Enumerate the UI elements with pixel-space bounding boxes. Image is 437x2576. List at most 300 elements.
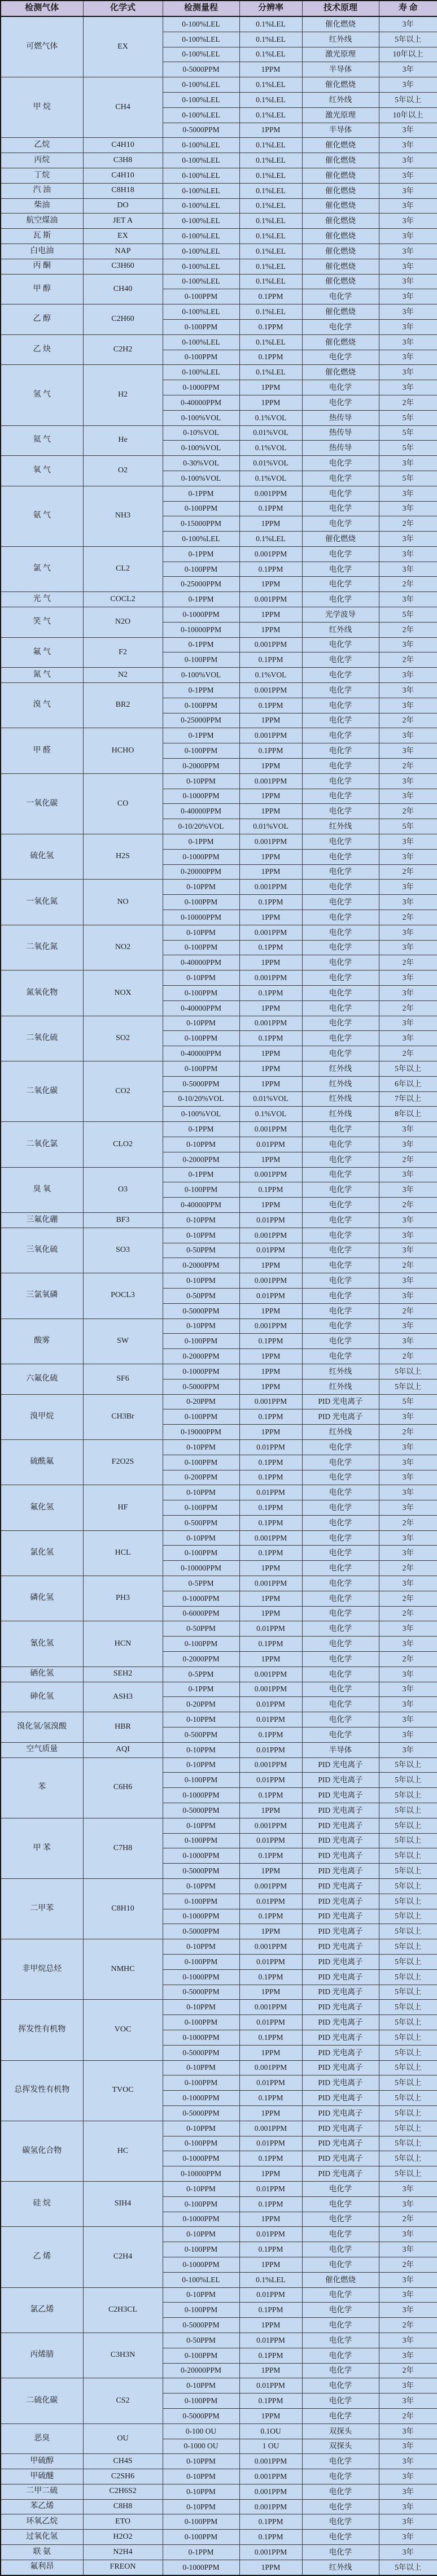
range-cell: 0-1PPM [163,2545,239,2560]
chemical-formula-cell: NOX [83,971,163,1016]
principle-cell: PID 光电离子 [302,1924,379,1939]
range-cell: 0-10PPM [163,1879,239,1894]
resolution-cell: 0.01PPM [239,1621,302,1637]
resolution-cell: 0.1PPM [239,1728,302,1743]
gas-name-cell: 可燃气体 [1,16,83,77]
principle-cell: 电化学 [302,1000,379,1016]
lifespan-cell: 2年 [379,577,437,592]
range-cell: 0-1000PPM [163,1969,239,1985]
resolution-cell: 1PPM [239,1198,302,1213]
lifespan-cell: 3年 [379,1621,437,1637]
gas-name-cell: 汽 油 [1,183,83,198]
table-row [1,1757,437,1773]
resolution-cell: 1PPM [239,1364,302,1379]
chemical-formula-cell: VOC [83,2000,163,2060]
table-row [1,198,437,214]
resolution-cell: 0.001PPM [239,971,302,986]
table-row [1,2333,437,2348]
principle-cell: 电化学 [302,1591,379,1606]
lifespan-cell: 3年 [379,637,437,652]
resolution-cell: 1PPM [239,2105,302,2121]
chemical-formula-cell: SEH2 [83,1666,163,1682]
chemical-formula-cell: SO2 [83,1016,163,1061]
gas-name-cell: 航空煤油 [1,214,83,229]
principle-cell: 电化学 [302,1016,379,1031]
resolution-cell: 1PPM [239,804,302,819]
lifespan-cell: 3年 [379,1697,437,1712]
lifespan-cell: 5年以上 [379,1909,437,1924]
range-cell: 0-100%LEL [163,92,239,107]
principle-cell: 红外线 [302,1364,379,1379]
lifespan-cell: 3年 [379,1334,437,1349]
range-cell: 0-10000PPM [163,1561,239,1576]
range-cell: 0-1PPM [163,683,239,698]
range-cell: 0-1000PPM [163,1591,239,1606]
table-row [1,1212,437,1228]
principle-cell: 电化学 [302,1273,379,1289]
lifespan-cell: 3年 [379,1182,437,1198]
table-row [1,2227,437,2242]
chemical-formula-cell: N2 [83,668,163,683]
range-cell: 0-100%VOL [163,410,239,425]
chemical-formula-cell: C8H8 [83,2499,163,2514]
lifespan-cell: 2年 [379,2257,437,2272]
range-cell: 0-500PPM [163,1515,239,1530]
resolution-cell: 1PPM [239,1864,302,1879]
resolution-cell: 0.001PPM [239,683,302,698]
lifespan-cell: 3年 [379,546,437,562]
resolution-cell: 1PPM [239,62,302,77]
lifespan-cell: 2年 [379,395,437,410]
range-cell: 0-100PPM [163,1182,239,1198]
lifespan-cell: 3年 [379,2242,437,2257]
lifespan-cell: 3年 [379,183,437,198]
principle-cell: 电化学 [302,971,379,986]
principle-cell: 电化学 [302,2454,379,2469]
lifespan-cell: 3年 [379,168,437,183]
header-cell: 技术原理 [302,1,379,16]
lifespan-cell: 2年 [379,910,437,925]
range-cell: 0-100%VOL [163,441,239,456]
chemical-formula-cell: C7H8 [83,1818,163,1878]
resolution-cell: 0.01PPM [239,1833,302,1848]
principle-cell: 光学波导 [302,607,379,623]
principle-cell: 红外线 [302,1425,379,1440]
resolution-cell: 0.001PPM [239,1682,302,1697]
lifespan-cell: 3年 [379,895,437,910]
table-row [1,138,437,153]
lifespan-cell: 3年 [379,214,437,229]
lifespan-cell: 3年 [379,925,437,940]
chemical-formula-cell: HC [83,2121,163,2181]
resolution-cell: 1PPM [239,1379,302,1394]
range-cell: 0-100PPM [163,1031,239,1046]
range-cell: 0-100%LEL [163,107,239,123]
lifespan-cell: 3年 [379,2196,437,2212]
lifespan-cell: 2年 [379,622,437,637]
principle-cell: 电化学 [302,350,379,365]
principle-cell: 电化学 [302,849,379,864]
resolution-cell: 0.1%VOL [239,410,302,425]
lifespan-cell: 5年以上 [379,1788,437,1803]
range-cell: 0-100PPM [163,1833,239,1848]
principle-cell: 电化学 [302,516,379,532]
principle-cell: PID 光电离子 [302,1955,379,1970]
lifespan-cell: 3年 [379,1546,437,1561]
principle-cell: 电化学 [302,1319,379,1334]
lifespan-cell: 3年 [379,1500,437,1516]
range-cell: 0-100%LEL [163,183,239,198]
range-cell: 0-100%LEL [163,214,239,229]
range-cell: 0-2000PPM [163,1152,239,1167]
chemical-formula-cell: C2H6S2 [83,2484,163,2499]
range-cell: 0-100PPM [163,1955,239,1970]
lifespan-cell: 3年 [379,2378,437,2394]
resolution-cell: 0.01PPM [239,2136,302,2151]
range-cell: 0-10PPM [163,1137,239,1152]
range-cell: 0-100%VOL [163,668,239,683]
principle-cell: 红外线 [302,1379,379,1394]
range-cell: 0-100PPM [163,2075,239,2091]
range-cell: 0-10PPM [163,1939,239,1955]
range-cell: 0-10PPM [163,2181,239,2196]
lifespan-cell: 3年 [379,2469,437,2484]
range-cell: 0-50PPM [163,1288,239,1303]
range-cell: 0-30%VOL [163,456,239,471]
lifespan-cell: 5年以上 [379,1985,437,2000]
principle-cell: 红外线 [302,1091,379,1107]
resolution-cell: 0.01PPM [239,1742,302,1757]
gas-name-cell: 氮 气 [1,668,83,683]
resolution-cell: 0.01PPM [239,1439,302,1455]
table-row [1,1576,437,1591]
range-cell: 0-100PPM [163,698,239,713]
principle-cell: 半导体 [302,62,379,77]
range-cell: 0-100PPM [163,2196,239,2212]
resolution-cell: 1PPM [239,1258,302,1273]
header-cell: 寿 命 [379,1,437,16]
principle-cell: 电化学 [302,592,379,607]
gas-name-cell: 氦 气 [1,425,83,456]
lifespan-cell: 3年 [379,1243,437,1258]
range-cell: 0-100PPM [163,986,239,1001]
resolution-cell: 0.01PPM [239,1243,302,1258]
gas-name-cell: 酸雾 [1,1319,83,1364]
lifespan-cell: 5年以上 [379,2075,437,2091]
principle-cell: 电化学 [302,1712,379,1728]
gas-name-cell: 氮氧化物 [1,971,83,1016]
principle-cell: 催化燃烧 [302,274,379,289]
lifespan-cell: 3年 [379,1712,437,1728]
principle-cell: 电化学 [302,471,379,486]
lifespan-cell: 3年 [379,1576,437,1591]
range-cell: 0-1000PPM [163,789,239,804]
principle-cell: 双探头 [302,2439,379,2454]
lifespan-cell: 3年 [379,123,437,138]
gas-name-cell: 氰化氢 [1,1621,83,1666]
principle-cell: PID 光电离子 [302,2105,379,2121]
principle-cell: PID 光电离子 [302,1909,379,1924]
resolution-cell: 0.1PPM [239,2196,302,2212]
resolution-cell: 0.1%LEL [239,304,302,320]
chemical-formula-cell: COCL2 [83,592,163,607]
lifespan-cell: 5年以上 [379,2560,437,2575]
table-row [1,1485,437,1500]
principle-cell: 电化学 [302,1303,379,1319]
range-cell: 0-5PPM [163,1576,239,1591]
resolution-cell: 0.1PPM [239,1334,302,1349]
table-row [1,2000,437,2015]
resolution-cell: 0.01%VOL [239,819,302,834]
table-row [1,1016,437,1031]
resolution-cell: 1PPM [239,1152,302,1167]
range-cell: 0-100%LEL [163,138,239,153]
range-cell: 0-10PPM [163,2121,239,2136]
gas-name-cell: 柴油 [1,198,83,214]
resolution-cell: 0.001PPM [239,1818,302,1833]
gas-name-cell: 苯乙烯 [1,2499,83,2514]
principle-cell: 电化学 [302,910,379,925]
gas-name-cell: 二硫化碳 [1,2378,83,2423]
resolution-cell: 0.001PPM [239,834,302,850]
range-cell: 0-40000PPM [163,395,239,410]
resolution-cell: 0.1PPM [239,1470,302,1485]
range-cell: 0-10PPM [163,1485,239,1500]
range-cell: 0-10PPM [163,1439,239,1455]
lifespan-cell: 3年 [379,365,437,380]
principle-cell: 电化学 [302,1637,379,1652]
lifespan-cell: 2年 [379,864,437,880]
lifespan-cell: 3年 [379,1637,437,1652]
lifespan-cell: 3年 [379,1167,437,1182]
range-cell: 0-5000PPM [163,1379,239,1394]
resolution-cell: 0.001PPM [239,728,302,743]
resolution-cell: 1PPM [239,1076,302,1091]
lifespan-cell: 3年 [379,380,437,395]
range-cell: 0-10PPM [163,1742,239,1757]
resolution-cell: 0.1PPM [239,2530,302,2545]
principle-cell: 红外线 [302,1061,379,1076]
principle-cell: 电化学 [302,895,379,910]
range-cell: 0-1PPM [163,546,239,562]
lifespan-cell: 3年 [379,2348,437,2363]
lifespan-cell: 3年 [379,880,437,895]
range-cell: 0-100PPM [163,1409,239,1425]
principle-cell: 电化学 [302,2484,379,2499]
principle-cell: 催化燃烧 [302,532,379,547]
chemical-formula-cell: C2H4 [83,2227,163,2287]
resolution-cell: 0.001PPM [239,2499,302,2514]
resolution-cell: 0.1%LEL [239,77,302,93]
principle-cell: 催化燃烧 [302,183,379,198]
resolution-cell: 0.01PPM [239,2075,302,2091]
lifespan-cell: 6年以上 [379,1076,437,1091]
resolution-cell: 0.001PPM [239,773,302,789]
principle-cell: 电化学 [302,1606,379,1621]
principle-cell: 电化学 [302,637,379,652]
range-cell: 0-100PPM [163,1500,239,1516]
range-cell: 0-1PPM [163,486,239,501]
lifespan-cell: 5年 [379,1394,437,1409]
resolution-cell: 0.1PPM [239,2514,302,2530]
resolution-cell: 0.1%LEL [239,243,302,259]
table-row [1,16,437,32]
lifespan-cell: 3年 [379,274,437,289]
gas-name-cell: 丙烯腈 [1,2333,83,2378]
lifespan-cell: 2年 [379,1198,437,1213]
lifespan-cell: 3年 [379,1728,437,1743]
resolution-cell: 0.1PPM [239,1500,302,1516]
gas-name-cell: 白电油 [1,243,83,259]
chemical-formula-cell: SIH4 [83,2181,163,2226]
table-row [1,304,437,320]
chemical-formula-cell: FREON [83,2560,163,2575]
lifespan-cell: 5年以上 [379,2060,437,2075]
chemical-formula-cell: C8H18 [83,183,163,198]
range-cell: 0-50PPM [163,1621,239,1637]
lifespan-cell: 2年 [379,1606,437,1621]
gas-name-cell: 溴 气 [1,683,83,728]
lifespan-cell: 3年 [379,138,437,153]
lifespan-cell: 3年 [379,304,437,320]
chemical-formula-cell: SF6 [83,1364,163,1394]
chemical-formula-cell: EX [83,16,163,77]
gas-name-cell: 二甲苯 [1,1879,83,1939]
table-row [1,971,437,986]
principle-cell: 电化学 [302,2287,379,2303]
resolution-cell: 1PPM [239,2212,302,2227]
range-cell: 0-2000PPM [163,1652,239,1667]
resolution-cell: 0.1PPM [239,289,302,304]
principle-cell: 电化学 [302,1485,379,1500]
range-cell: 0-100PPM [163,895,239,910]
principle-cell: 电化学 [302,652,379,668]
principle-cell: 电化学 [302,1546,379,1561]
resolution-cell: 0.1PPM [239,986,302,1001]
lifespan-cell: 3年 [379,1273,437,1289]
chemical-formula-cell: F2O2S [83,1439,163,1485]
lifespan-cell: 3年 [379,789,437,804]
range-cell: 0-5000PPM [163,1864,239,1879]
chemical-formula-cell: DO [83,198,163,214]
gas-name-cell: 氧 气 [1,456,83,486]
gas-name-cell: 碳氢化合物 [1,2121,83,2181]
lifespan-cell: 3年 [379,940,437,955]
range-cell: 0-100PPM [163,562,239,577]
resolution-cell: 0.01PPM [239,2333,302,2348]
principle-cell: 电化学 [302,1576,379,1591]
resolution-cell: 1PPM [239,395,302,410]
principle-cell: 激光原理 [302,107,379,123]
range-cell: 0-1000PPM [163,1364,239,1379]
principle-cell: PID 光电离子 [302,1864,379,1879]
principle-cell: 电化学 [302,380,379,395]
resolution-cell: 0.1%VOL [239,1107,302,1122]
chemical-formula-cell: EX [83,229,163,244]
table-row [1,925,437,940]
lifespan-cell: 3年 [379,728,437,743]
principle-cell: 电化学 [302,1455,379,1470]
range-cell: 0-2000PPM [163,1349,239,1364]
principle-cell: 电化学 [302,1682,379,1697]
chemical-formula-cell: C3H60 [83,259,163,274]
range-cell: 0-5000PPM [163,1924,239,1939]
range-cell: 0-1PPM [163,637,239,652]
principle-cell: 电化学 [302,2181,379,2196]
gas-name-cell: 苯 [1,1757,83,1818]
table-row [1,168,437,183]
chemical-formula-cell: CO [83,773,163,834]
table-body [1,16,437,2575]
resolution-cell: 0.001PPM [239,1319,302,1334]
principle-cell: 电化学 [302,1515,379,1530]
range-cell: 0-100 OU [163,2423,239,2439]
lifespan-cell: 3年 [379,2530,437,2545]
lifespan-cell: 3年 [379,229,437,244]
range-cell: 0-1PPM [163,1682,239,1697]
table-row [1,773,437,789]
resolution-cell: 0.001PPM [239,925,302,940]
principle-cell: 电化学 [302,759,379,774]
range-cell: 0-100%LEL [163,32,239,47]
principle-cell: 电化学 [302,773,379,789]
range-cell: 0-5PPM [163,1666,239,1682]
lifespan-cell: 5年以上 [379,1939,437,1955]
table-row [1,2560,437,2575]
lifespan-cell: 2年 [379,1425,437,1440]
range-cell: 0-20000PPM [163,864,239,880]
principle-cell: PID 光电离子 [302,1803,379,1818]
resolution-cell: 1PPM [239,2560,302,2575]
lifespan-cell: 5年以上 [379,1969,437,1985]
range-cell: 0-1000PPM [163,2151,239,2166]
lifespan-cell: 5年以上 [379,1879,437,1894]
resolution-cell: 1PPM [239,2408,302,2423]
principle-cell: 电化学 [302,880,379,895]
range-cell: 0-2000PPM [163,759,239,774]
range-cell: 0-100PPM [163,1894,239,1909]
lifespan-cell: 3年 [379,2227,437,2242]
gas-name-cell: 联 氨 [1,2545,83,2560]
principle-cell: 电化学 [302,2363,379,2378]
gas-name-cell: 磷化氢 [1,1576,83,1621]
principle-cell: PID 光电离子 [302,2166,379,2182]
resolution-cell: 0.1PPM [239,1909,302,1924]
principle-cell: 电化学 [302,728,379,743]
range-cell: 0-500PPM [163,1728,239,1743]
lifespan-cell: 3年 [379,1137,437,1152]
lifespan-cell: 10年以上 [379,107,437,123]
resolution-cell: 1PPM [239,577,302,592]
resolution-cell: 0.1PPM [239,2242,302,2257]
principle-cell: 电化学 [302,1728,379,1743]
range-cell: 0-10%VOL [163,425,239,441]
range-cell: 0-40000PPM [163,955,239,971]
chemical-formula-cell: NAP [83,243,163,259]
principle-cell: 电化学 [302,804,379,819]
range-cell: 0-10PPM [163,1530,239,1546]
lifespan-cell: 5年以上 [379,1848,437,1864]
principle-cell: 电化学 [302,1031,379,1046]
table-row [1,259,437,274]
principle-cell: 催化燃烧 [302,214,379,229]
gas-name-cell: 非甲烷总烃 [1,1939,83,2000]
gas-name-cell: 硒化氢 [1,1666,83,1682]
table-row [1,1122,437,1137]
resolution-cell: 0.1%LEL [239,2272,302,2287]
range-cell: 0-1PPM [163,592,239,607]
chemical-formula-cell: O2 [83,456,163,486]
